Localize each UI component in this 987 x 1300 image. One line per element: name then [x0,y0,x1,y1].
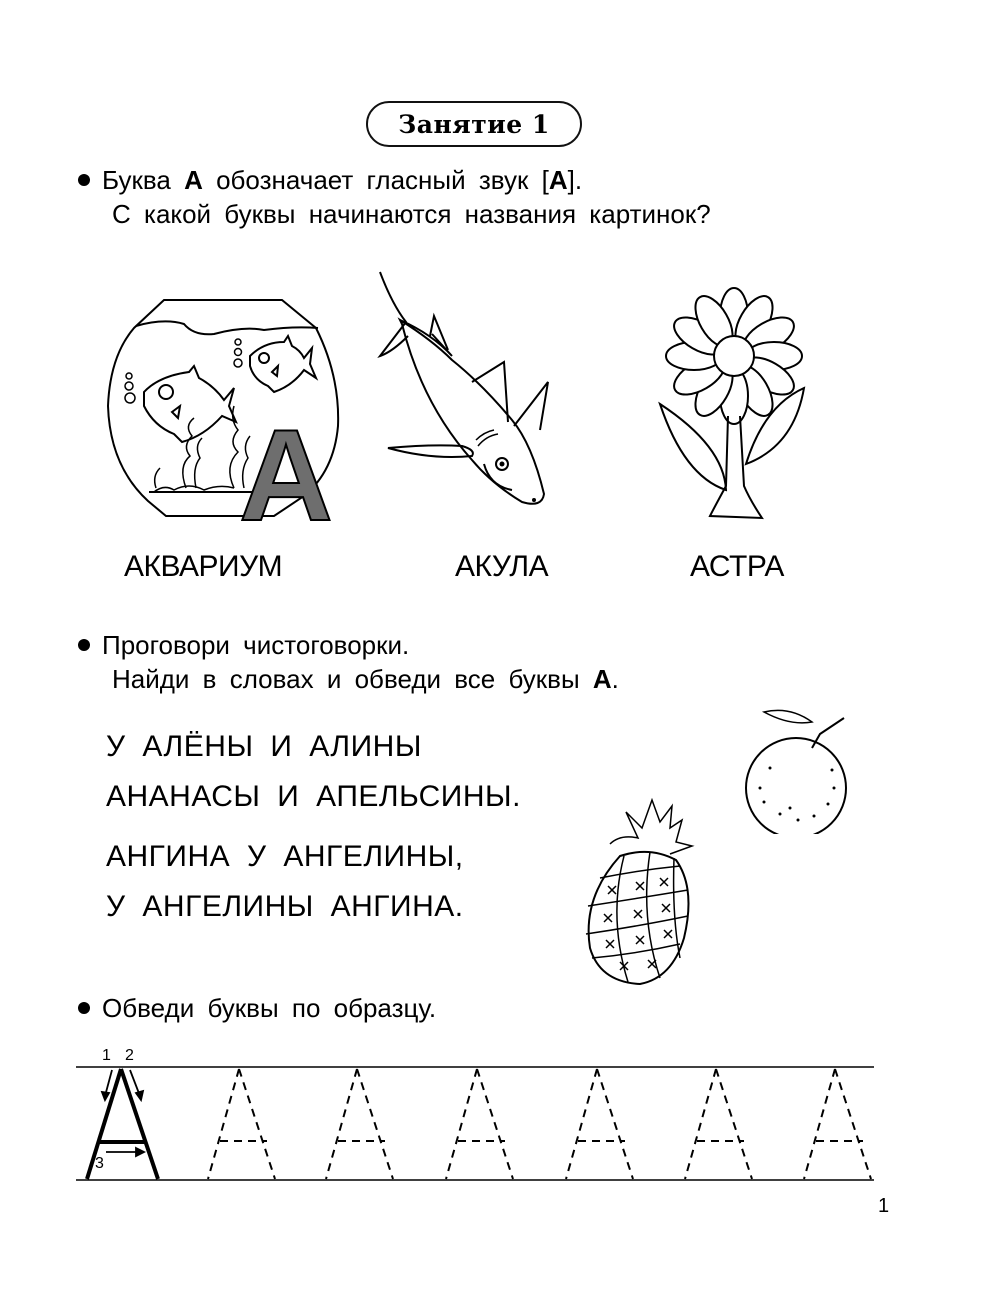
tracing-letters [208,1069,871,1179]
text: Обведи буквы по образцу. [102,993,437,1023]
bullet-icon [78,1002,90,1014]
label-shark: АКУЛА [455,550,549,583]
text: Найди в словах и обведи все буквы [112,664,593,694]
orange-icon [740,704,852,834]
bullet-icon [78,639,90,651]
task1-line1 [78,163,711,197]
tongue-twister-1 [106,722,521,822]
task1-instruction [78,163,711,231]
task2-instruction [78,628,619,696]
verse-line: У АЛЁНЫ И АЛИНЫ [106,730,422,763]
task2-line1 [78,628,619,662]
aster-flower-icon [654,286,814,524]
sound-highlight: А [548,165,568,195]
tongue-twister-2 [106,832,464,932]
tracing-letter-a [566,1069,633,1179]
verse-line: АНГИНА У АНГЕЛИНЫ, [106,840,464,873]
tracing-letter-a [326,1069,393,1179]
stroke-number-1: 1 [102,1047,111,1064]
tracing-letter-a [446,1069,513,1179]
overlay-letter-a: А [239,402,333,526]
stroke-number-2: 2 [125,1047,134,1064]
page-number: 1 [878,1195,890,1217]
text: обозначает гласный звук [ [202,165,549,195]
bullet-icon [78,174,90,186]
label-aquarium: АКВАРИУМ [124,550,283,583]
tracing-letter-a [685,1069,752,1179]
letter-highlight: А [592,664,612,694]
letter-highlight: А [184,165,203,195]
task2-line2 [78,662,619,696]
lesson-title-text: Занятие 1 [398,109,550,139]
lesson-title [366,101,582,147]
pineapple-icon [580,798,710,988]
label-aster: АСТРА [690,550,784,583]
tracing-letter-a [208,1069,275,1179]
shark-icon [372,264,562,520]
letter-tracing-area[interactable] [76,1042,876,1187]
text: . [611,664,619,694]
text: Проговори чистоговорки. [102,630,410,660]
tracing-letter-a [804,1069,871,1179]
task3-line1 [78,991,436,1025]
verse-line: У АНГЕЛИНЫ АНГИНА. [106,890,464,923]
aquarium-icon [104,296,344,526]
text: ]. [567,165,583,195]
text: Буква [102,165,185,195]
task1-line2: С какой буквы начинаются названия картинок? [112,199,711,229]
stroke-number-3: 3 [95,1155,104,1172]
task3-instruction [78,991,436,1025]
verse-line: АНАНАСЫ И АПЕЛЬСИНЫ. [106,780,521,813]
